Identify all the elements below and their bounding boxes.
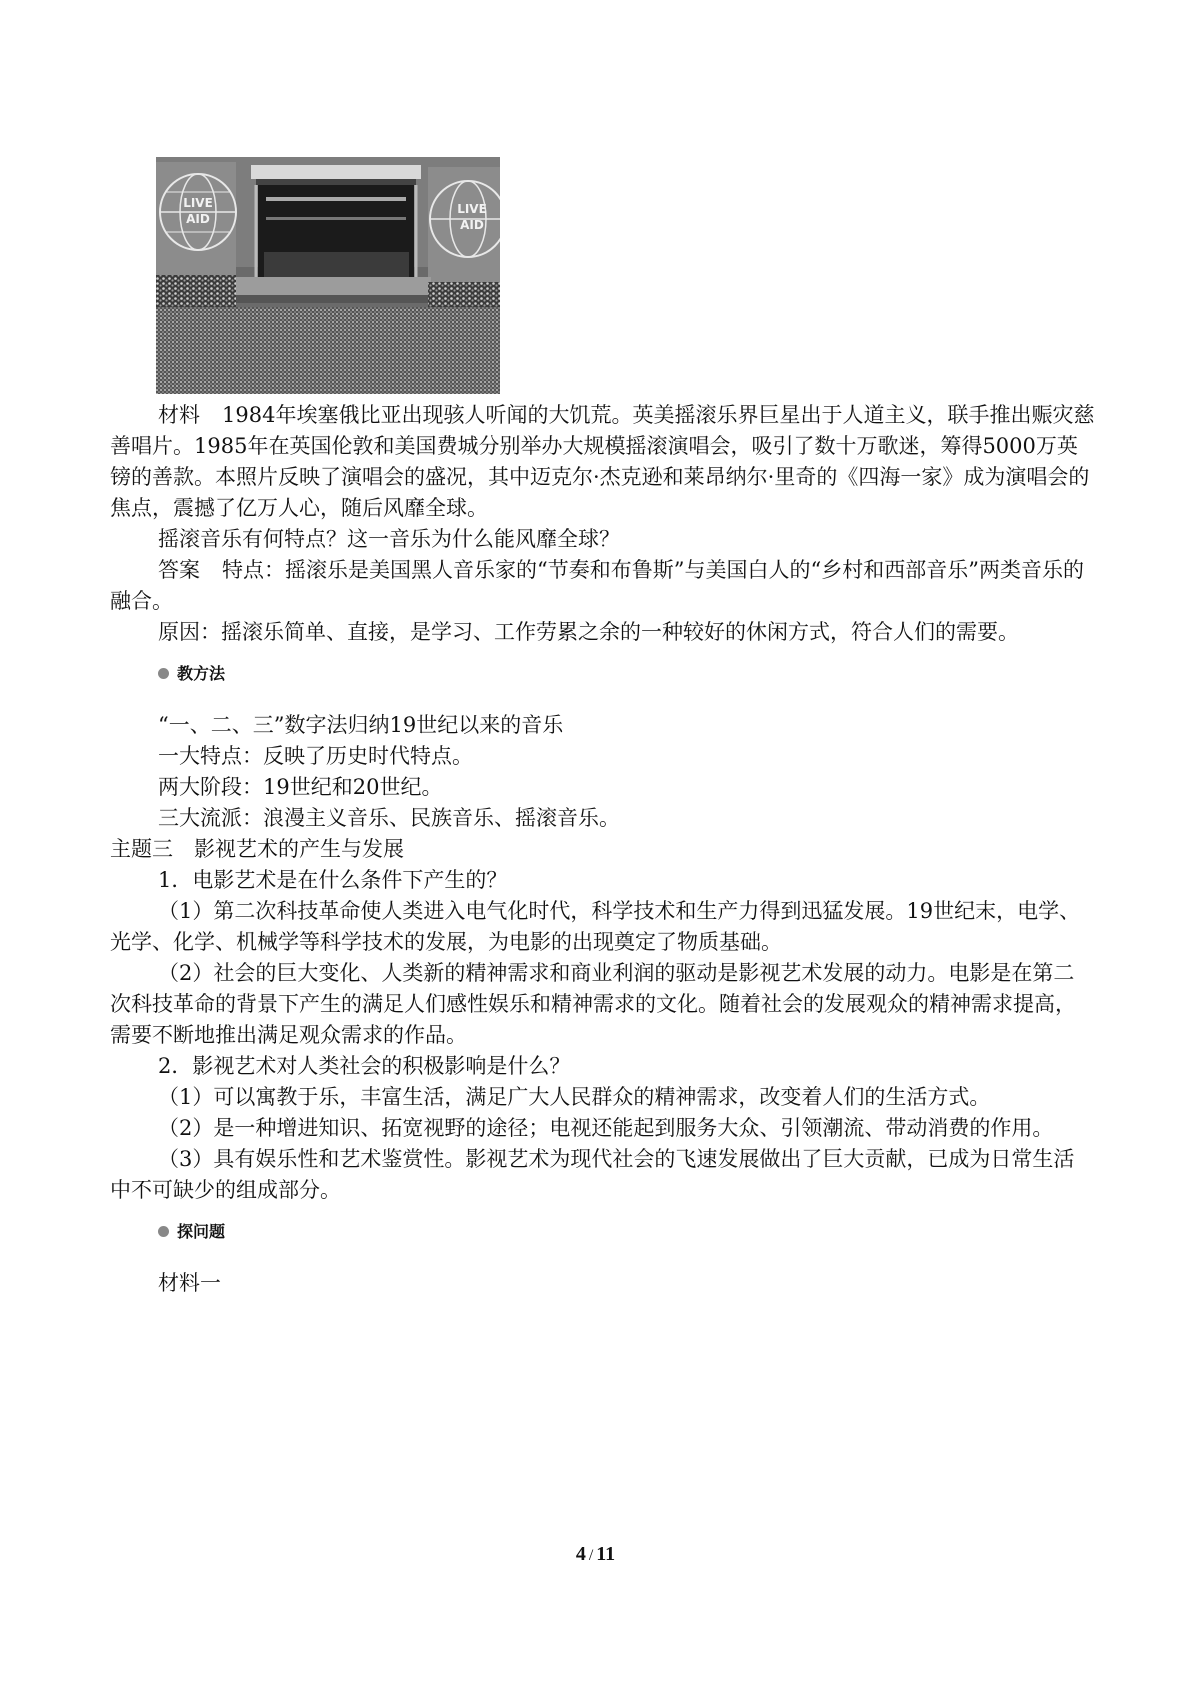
material-paragraph xyxy=(110,400,1095,524)
left-sign-text-2: AID xyxy=(186,212,210,226)
method-line-3: 三大流派：浪漫主义音乐、民族音乐、摇滚音乐。 xyxy=(158,806,620,830)
bullet-icon xyxy=(158,668,169,679)
method-title: “一、二、三”数字法归纳19世纪以来的音乐 xyxy=(158,713,564,737)
material-text: 1984年埃塞俄比亚出现骇人听闻的大饥荒。英美摇滚乐界巨星出于人道主义，联手推出赈灾慈善唱片。1985年在英国伦敦和美国费城分别举办大规模摇滚演唱会，吸引了数十万歌迷，筹得5000万英镑的善款。本照片反映了演唱会的盛况，其中迈克尔·杰克逊和莱昂纳尔·里奇的《四海一家》成为演唱会的焦点，震撼了亿万人心，随后风靡全球。 xyxy=(110,403,1095,520)
answer-feature: 特点：摇滚乐是美国黑人音乐家的“节奏和布鲁斯”与美国白人的“乡村和西部音乐”两类音乐的融合。 xyxy=(110,558,1084,613)
material-label: 材料 xyxy=(158,403,200,427)
answer-paragraph xyxy=(110,555,1095,617)
page-current: 4 xyxy=(575,1543,586,1565)
explore-heading-text: 探问题 xyxy=(177,1221,226,1241)
topic3-title: 主题三 影视艺术的产生与发展 xyxy=(110,837,404,861)
answer-label: 答案 xyxy=(158,558,200,582)
right-sign-text-1: LIVE xyxy=(457,202,487,216)
question-paragraph: 摇滚音乐有何特点？这一音乐为什么能风靡全球？ xyxy=(158,527,620,551)
topic3-question-1: 1．电影艺术是在什么条件下产生的？ xyxy=(158,868,508,892)
page-number xyxy=(0,1543,1191,1566)
topic3-q1-answer-2: （2）社会的巨大变化、人类新的精神需求和商业利润的驱动是影视艺术发展的动力。电影是在第二次科技革命的背景下产生的满足人们感性娱乐和精神需求的文化。随着社会的发展观众的精神需求提高，需要不断地推出满足观众需求的作品。 xyxy=(110,961,1076,1047)
method-heading xyxy=(158,658,1095,688)
topic3-q1-answer-1: （1）第二次科技革命使人类进入电气化时代，科学技术和生产力得到迅猛发展。19世纪末，电学、光学、化学、机械学等科学技术的发展，为电影的出现奠定了物质基础。 xyxy=(110,899,1081,954)
right-sign-text-2: AID xyxy=(460,218,484,232)
topic3-q2-answer-1: （1）可以寓教于乐，丰富生活，满足广大人民群众的精神需求，改变着人们的生活方式。 xyxy=(158,1085,991,1109)
page-separator: / xyxy=(588,1547,594,1564)
material-1-label: 材料一 xyxy=(158,1271,221,1295)
method-line-1: 一大特点：反映了历史时代特点。 xyxy=(158,744,473,768)
main-content xyxy=(110,400,1095,1299)
answer-reason: 原因：摇滚乐简单、直接，是学习、工作劳累之余的一种较好的休闲方式，符合人们的需要。 xyxy=(158,620,1019,644)
topic3-question-2: 2．影视艺术对人类社会的积极影响是什么？ xyxy=(158,1054,571,1078)
left-sign-text-1: LIVE xyxy=(183,196,213,210)
topic3-q2-answer-3: （3）具有娱乐性和艺术鉴赏性。影视艺术为现代社会的飞速发展做出了巨大贡献，已成为日常生活中不可缺少的组成部分。 xyxy=(110,1147,1075,1202)
method-line-2: 两大阶段：19世纪和20世纪。 xyxy=(158,775,443,799)
live-aid-concert-image xyxy=(156,157,500,394)
method-heading-text: 教方法 xyxy=(177,663,226,683)
page-total: 11 xyxy=(596,1543,616,1565)
topic3-q2-answer-2: （2）是一种增进知识、拓宽视野的途径；电视还能起到服务大众、引领潮流、带动消费的作用。 xyxy=(158,1116,1054,1140)
bullet-icon xyxy=(158,1226,169,1237)
explore-heading xyxy=(158,1216,1095,1246)
concert-photo xyxy=(156,157,500,394)
